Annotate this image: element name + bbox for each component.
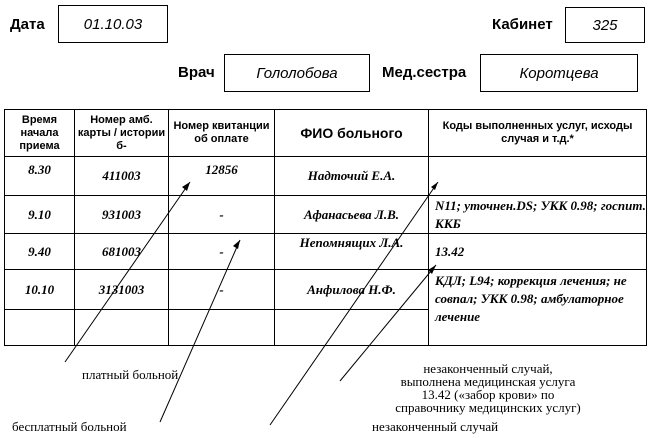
nurse-field[interactable]: Коротцева xyxy=(480,54,638,92)
date-label: Дата xyxy=(10,16,45,33)
header-codes: Коды выполненных услуг, исходы случая и т.д.* xyxy=(429,110,647,157)
name-cell: Анфилова Н.Ф. xyxy=(275,270,429,310)
cabinet-field[interactable]: 325 xyxy=(565,7,645,43)
note-incomplete-service: незаконченный случай, выполнена медицинская услуга 13.42 («забор крови» по справочнику медицинских услуг) xyxy=(395,361,581,415)
time-cell: 9.40 xyxy=(5,234,75,270)
name-cell: Непомнящих Л.А. xyxy=(275,234,429,270)
arrowhead-paid xyxy=(182,182,190,191)
doctor-field[interactable]: Гололобова xyxy=(224,54,370,92)
card-cell: 3131003 xyxy=(75,270,169,310)
arrow-free xyxy=(160,240,240,422)
receipt-cell: 12856 xyxy=(169,157,275,196)
codes-cell: КДЛ; L94; коррекция лечения; не совпал; УКК 0.98; амбулаторное лечение xyxy=(429,270,647,346)
time-cell: 9.10 xyxy=(5,196,75,234)
arrow-paid xyxy=(65,182,190,362)
card-cell: 931003 xyxy=(75,196,169,234)
codes-cell: 13.42 xyxy=(429,234,647,270)
card-cell: 411003 xyxy=(75,157,169,196)
codes-cell: N11; уточнен.DS; УКК 0.98; госпит. ККБ xyxy=(429,196,647,234)
note-paid-patient: платный больной xyxy=(82,367,179,382)
date-field[interactable]: 01.10.03 xyxy=(58,5,168,43)
header-patient-name: ФИО больного xyxy=(275,110,429,157)
arrowhead-free xyxy=(233,240,240,249)
header-receipt: Номер квитанции об оплате xyxy=(169,110,275,157)
name-cell: Афанасьева Л.В. xyxy=(275,196,429,234)
note-incomplete-case: незаконченный случай xyxy=(372,419,499,434)
cabinet-label: Кабинет xyxy=(492,16,553,33)
header-card: Номер амб. карты / истории б- xyxy=(75,110,169,157)
note-free-patient: бесплатный больной xyxy=(12,419,127,434)
card-cell: 681003 xyxy=(75,234,169,270)
nurse-label: Мед.сестра xyxy=(382,64,467,81)
header-time: Время начала приема xyxy=(5,110,75,157)
time-cell: 8.30 xyxy=(5,157,75,196)
receipt-cell: - xyxy=(169,270,275,310)
time-cell: 10.10 xyxy=(5,270,75,310)
receipt-cell: - xyxy=(169,234,275,270)
name-cell: Надточий Е.А. xyxy=(275,157,429,196)
receipt-cell: - xyxy=(169,196,275,234)
arrowhead-incomplete xyxy=(431,182,438,190)
doctor-label: Врач xyxy=(178,64,215,81)
